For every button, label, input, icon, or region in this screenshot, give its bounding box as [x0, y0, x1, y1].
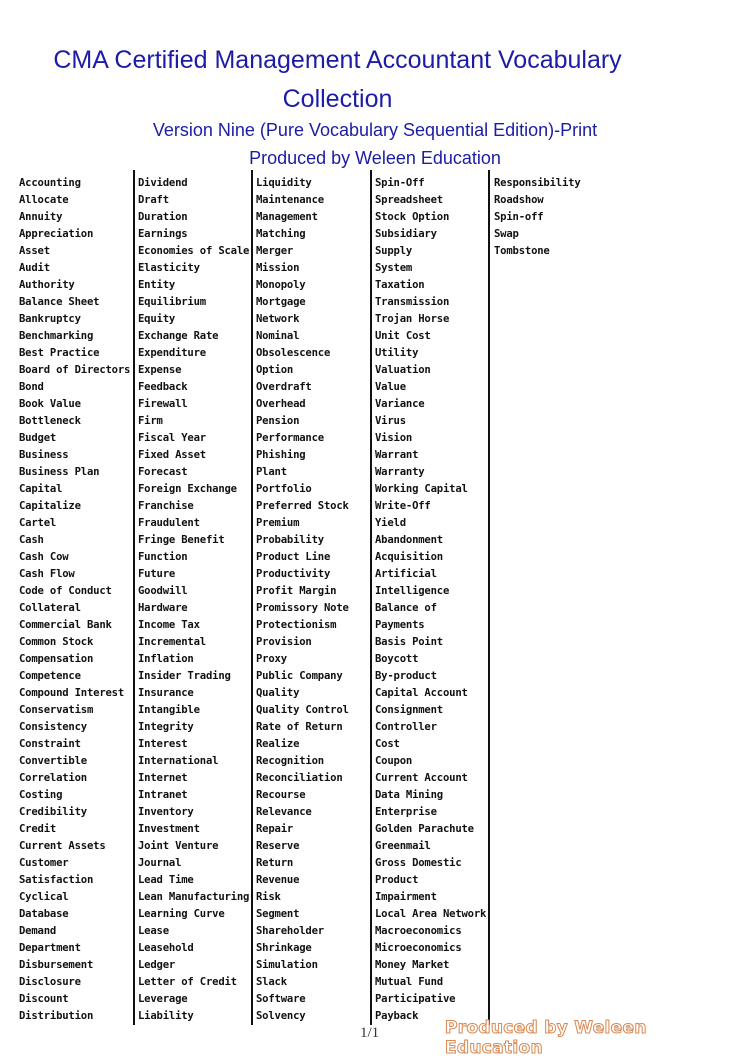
vocab-term: Department [19, 942, 81, 954]
vocab-term: Money Market [375, 959, 450, 971]
vocab-term: Revenue [256, 874, 300, 886]
vocab-term: Income Tax [138, 619, 200, 631]
vocab-term: Consignment [375, 704, 443, 716]
vocab-term: Intangible [138, 704, 200, 716]
vocab-term: Merger [256, 245, 294, 257]
vocab-term: Spin-off [494, 211, 544, 223]
vocab-term: Macroeconomics [375, 925, 462, 937]
vocab-term: Integrity [138, 721, 194, 733]
vocab-term: Competence [19, 670, 81, 682]
vocab-term: Write-Off [375, 500, 431, 512]
vocab-term: Compensation [19, 653, 94, 665]
vocab-term: Commercial Bank [19, 619, 112, 631]
vocab-term: Payments [375, 619, 425, 631]
vocab-term: Promissory Note [256, 602, 349, 614]
vocab-term: Conservatism [19, 704, 94, 716]
vocab-term: Leasehold [138, 942, 194, 954]
vocab-term: Productivity [256, 568, 331, 580]
vocab-term: Future [138, 568, 176, 580]
vocab-term: Working Capital [375, 483, 468, 495]
vocab-term: Microeconomics [375, 942, 462, 954]
vocab-term: Leverage [138, 993, 188, 1005]
vocab-term: Benchmarking [19, 330, 94, 342]
vocab-term: Cost [375, 738, 400, 750]
document-title-line1: CMA Certified Management Accountant Vocabulary [53, 46, 622, 74]
vocab-column-2 [138, 170, 249, 1025]
vocab-term: Liability [138, 1010, 194, 1022]
vocab-term: Correlation [19, 772, 87, 784]
vocab-term: Firm [138, 415, 163, 427]
vocab-term: International [138, 755, 219, 767]
vocab-term: Swap [494, 228, 519, 240]
vocab-term: Foreign Exchange [138, 483, 237, 495]
vocab-term: Liquidity [256, 177, 312, 189]
vocab-term: Credibility [19, 806, 87, 818]
vocab-term: Letter of Credit [138, 976, 237, 988]
vocab-term: Exchange Rate [138, 330, 219, 342]
vocab-term: Recognition [256, 755, 324, 767]
vocab-term: Fixed Asset [138, 449, 206, 461]
vocab-term: Lean Manufacturing [138, 891, 250, 903]
vocab-term: Product [375, 874, 419, 886]
vocab-term: Overdraft [256, 381, 312, 393]
vocab-term: Earnings [138, 228, 188, 240]
vocab-term: Coupon [375, 755, 413, 767]
vocab-term: Value [375, 381, 406, 393]
vocab-term: Expense [138, 364, 182, 376]
vocab-term: Learning Curve [138, 908, 225, 920]
column-divider [370, 170, 372, 1025]
vocab-term: Disbursement [19, 959, 94, 971]
vocab-term: Firewall [138, 398, 188, 410]
vocab-term: Relevance [256, 806, 312, 818]
producer-line: Produced by Weleen Education [249, 148, 501, 168]
vocab-term: Realize [256, 738, 300, 750]
vocab-term: Book Value [19, 398, 81, 410]
vocab-term: Controller [375, 721, 437, 733]
vocab-term: Satisfaction [19, 874, 94, 886]
vocab-term: Business [19, 449, 69, 461]
vocab-term: Local Area Network [375, 908, 487, 920]
vocab-term: Tombstone [494, 245, 550, 257]
vocab-term: Probability [256, 534, 324, 546]
vocab-term: Compound Interest [19, 687, 125, 699]
vocab-term: Supply [375, 245, 413, 257]
vocab-term: Fraudulent [138, 517, 200, 529]
vocab-term: Taxation [375, 279, 425, 291]
vocab-term: Transmission [375, 296, 450, 308]
vocab-term: Abandonment [375, 534, 443, 546]
vocab-term: Interest [138, 738, 188, 750]
vocab-term: Network [256, 313, 300, 325]
vocab-term: Cash Flow [19, 568, 75, 580]
vocab-term: Duration [138, 211, 188, 223]
vocab-term: Entity [138, 279, 176, 291]
vocab-term: Variance [375, 398, 425, 410]
vocab-term: Capital [19, 483, 63, 495]
vocab-term: Current Account [375, 772, 468, 784]
vocab-term: Boycott [375, 653, 419, 665]
vocab-term: Internet [138, 772, 188, 784]
vocab-term: Credit [19, 823, 57, 835]
vocab-term: Collateral [19, 602, 81, 614]
vocab-term: Protectionism [256, 619, 337, 631]
vocab-term: Reconciliation [256, 772, 343, 784]
vocab-term: Annuity [19, 211, 63, 223]
vocab-term: Asset [19, 245, 50, 257]
vocab-term: Premium [256, 517, 300, 529]
vocab-term: Insider Trading [138, 670, 231, 682]
vocab-term: Incremental [138, 636, 206, 648]
vocab-term: Utility [375, 347, 419, 359]
vocab-term: Segment [256, 908, 300, 920]
vocab-term: Demand [19, 925, 57, 937]
vocab-term: Profit Margin [256, 585, 337, 597]
vocab-term: Distribution [19, 1010, 94, 1022]
vocab-term: Balance Sheet [19, 296, 100, 308]
vocab-term: Preferred Stock [256, 500, 349, 512]
vocab-term: Shareholder [256, 925, 324, 937]
vocab-term: Gross Domestic [375, 857, 462, 869]
vocab-term: Performance [256, 432, 324, 444]
column-divider [251, 170, 253, 1025]
vocab-term: Obsolescence [256, 347, 331, 359]
vocab-term: Feedback [138, 381, 188, 393]
vocab-term: Plant [256, 466, 287, 478]
vocab-term: Matching [256, 228, 306, 240]
vocab-term: Balance of [375, 602, 437, 614]
vocab-term: Warranty [375, 466, 425, 478]
vocab-column-5 [494, 170, 581, 1025]
vocab-term: Discount [19, 993, 69, 1005]
vocab-term: Valuation [375, 364, 431, 376]
vocab-term: Portfolio [256, 483, 312, 495]
vocab-term: Quality [256, 687, 300, 699]
vocab-term: Elasticity [138, 262, 200, 274]
vocab-term: Recourse [256, 789, 306, 801]
vocab-term: Intranet [138, 789, 188, 801]
vocab-term: Equity [138, 313, 176, 325]
vocab-term: Investment [138, 823, 200, 835]
vocab-term: Virus [375, 415, 406, 427]
vocab-term: Pension [256, 415, 300, 427]
vocab-term: Accounting [19, 177, 81, 189]
vocab-term: Draft [138, 194, 169, 206]
document-subtitle: Version Nine (Pure Vocabulary Sequential Edition)-Print [152, 120, 598, 140]
vocab-term: Product Line [256, 551, 331, 563]
vocab-term: Joint Venture [138, 840, 219, 852]
vocab-term: Roadshow [494, 194, 544, 206]
vocab-term: Overhead [256, 398, 306, 410]
vocab-term: Return [256, 857, 294, 869]
vocab-term: Provision [256, 636, 312, 648]
vocab-term: Common Stock [19, 636, 94, 648]
vocab-term: Goodwill [138, 585, 188, 597]
vocab-term: Mortgage [256, 296, 306, 308]
vocab-term: Appreciation [19, 228, 94, 240]
vocab-term: Cyclical [19, 891, 69, 903]
vocab-term: Board of Directors [19, 364, 131, 376]
vocab-term: Cartel [19, 517, 57, 529]
vocab-term: Trojan Horse [375, 313, 450, 325]
vocab-term: Quality Control [256, 704, 349, 716]
vocab-term: Vision [375, 432, 413, 444]
vocab-term: Cash Cow [19, 551, 69, 563]
vocab-term: Mutual Fund [375, 976, 443, 988]
vocab-term: Mission [256, 262, 300, 274]
vocab-term: Inventory [138, 806, 194, 818]
vocab-term: Bankruptcy [19, 313, 81, 325]
vocab-term: Forecast [138, 466, 188, 478]
vocab-term: Golden Parachute [375, 823, 474, 835]
vocab-term: Spreadsheet [375, 194, 443, 206]
vocab-term: Fiscal Year [138, 432, 206, 444]
vocab-term: Code of Conduct [19, 585, 112, 597]
vocab-term: Expenditure [138, 347, 206, 359]
column-divider [133, 170, 135, 1025]
vocab-term: Inflation [138, 653, 194, 665]
watermark-text: Produced by Weleen Education [445, 1018, 647, 1058]
vocab-term: Convertible [19, 755, 87, 767]
vocabulary-table [0, 170, 750, 1025]
vocab-term: Phishing [256, 449, 306, 461]
vocab-term: Current Assets [19, 840, 106, 852]
vocab-term: Journal [138, 857, 182, 869]
page-number: 1/1 [360, 1025, 380, 1041]
vocab-term: Database [19, 908, 69, 920]
vocab-term: Rate of Return [256, 721, 343, 733]
vocab-term: Disclosure [19, 976, 81, 988]
vocab-term: Lease [138, 925, 169, 937]
vocab-term: Yield [375, 517, 406, 529]
vocab-term: Solvency [256, 1010, 306, 1022]
vocab-term: Cash [19, 534, 44, 546]
vocab-term: Insurance [138, 687, 194, 699]
vocab-term: Ledger [138, 959, 176, 971]
vocab-term: Risk [256, 891, 281, 903]
vocab-term: System [375, 262, 413, 274]
vocab-term: Stock Option [375, 211, 450, 223]
column-divider [488, 170, 490, 1025]
vocab-term: Audit [19, 262, 50, 274]
vocab-term: Customer [19, 857, 69, 869]
vocab-term: Proxy [256, 653, 287, 665]
vocab-term: Subsidiary [375, 228, 437, 240]
vocab-term: Allocate [19, 194, 69, 206]
vocab-term: Authority [19, 279, 75, 291]
vocab-term: Basis Point [375, 636, 443, 648]
vocab-term: Hardware [138, 602, 188, 614]
vocab-term: Greenmail [375, 840, 431, 852]
vocab-term: Budget [19, 432, 57, 444]
vocab-term: Function [138, 551, 188, 563]
vocab-term: Unit Cost [375, 330, 431, 342]
vocab-term: Business Plan [19, 466, 100, 478]
vocab-term: Fringe Benefit [138, 534, 225, 546]
vocab-term: Bottleneck [19, 415, 81, 427]
vocab-term: Monopoly [256, 279, 306, 291]
vocab-term: Software [256, 993, 306, 1005]
vocab-term: Constraint [19, 738, 81, 750]
vocab-term: Option [256, 364, 294, 376]
vocab-term: Costing [19, 789, 63, 801]
vocab-column-1 [19, 170, 130, 1025]
vocab-term: Consistency [19, 721, 87, 733]
document-title-line2: Collection [282, 85, 393, 113]
vocab-term: Simulation [256, 959, 318, 971]
vocab-term: Responsibility [494, 177, 581, 189]
vocab-column-4 [375, 170, 486, 1025]
vocab-term: Reserve [256, 840, 300, 852]
vocab-term: Artificial [375, 568, 437, 580]
vocab-column-3 [256, 170, 349, 1025]
vocab-term: Spin-Off [375, 177, 425, 189]
vocab-term: Maintenance [256, 194, 324, 206]
vocab-term: Management [256, 211, 318, 223]
vocab-term: Shrinkage [256, 942, 312, 954]
vocab-term: Intelligence [375, 585, 450, 597]
vocab-term: Enterprise [375, 806, 437, 818]
vocab-term: Slack [256, 976, 287, 988]
vocab-term: Acquisition [375, 551, 443, 563]
vocab-term: Impairment [375, 891, 437, 903]
vocab-term: Capital Account [375, 687, 468, 699]
vocab-term: Bond [19, 381, 44, 393]
vocab-term: By-product [375, 670, 437, 682]
vocab-term: Public Company [256, 670, 343, 682]
vocab-term: Warrant [375, 449, 419, 461]
vocab-term: Nominal [256, 330, 300, 342]
vocab-term: Equilibrium [138, 296, 206, 308]
vocab-term: Dividend [138, 177, 188, 189]
vocab-term: Lead Time [138, 874, 194, 886]
vocab-term: Data Mining [375, 789, 443, 801]
vocab-term: Franchise [138, 500, 194, 512]
vocab-term: Best Practice [19, 347, 100, 359]
vocab-term: Repair [256, 823, 294, 835]
vocab-term: Economies of Scale [138, 245, 250, 257]
vocab-term: Participative [375, 993, 456, 1005]
vocab-term: Capitalize [19, 500, 81, 512]
vocab-term: Payback [375, 1010, 419, 1022]
